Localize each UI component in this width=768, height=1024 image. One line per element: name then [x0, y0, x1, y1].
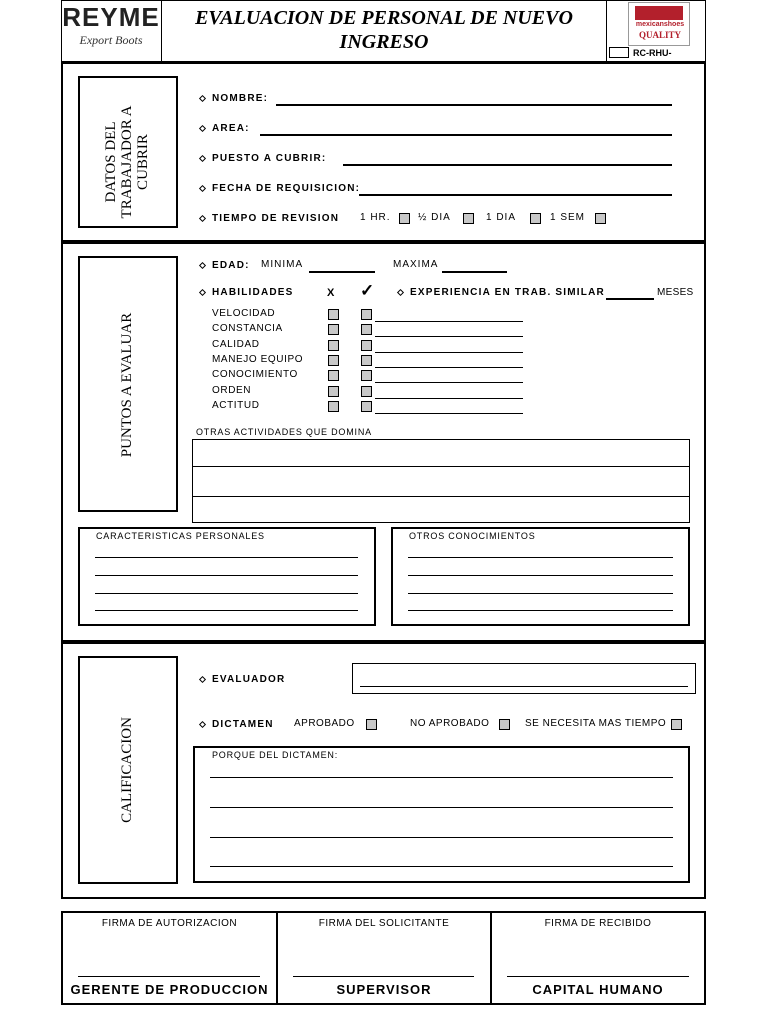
skill-x-checkbox[interactable] — [328, 386, 339, 397]
skill-check-checkbox[interactable] — [361, 309, 372, 320]
signature-line-recibido[interactable] — [507, 976, 689, 977]
skill-notes-line[interactable] — [375, 413, 523, 414]
skill-x-checkbox[interactable] — [328, 340, 339, 351]
skill-label: CONSTANCIA — [212, 323, 283, 335]
dictamen-aprobado-label: APROBADO — [294, 718, 355, 729]
nombre-field[interactable] — [276, 104, 672, 106]
puesto-field[interactable] — [343, 164, 672, 166]
reyme-logo-tagline: Export Boots — [79, 33, 143, 47]
caracteristicas-line-3[interactable] — [95, 593, 358, 594]
experiencia-meses-label: MESES — [657, 287, 694, 298]
skill-check-checkbox[interactable] — [361, 386, 372, 397]
page-title — [162, 6, 606, 54]
edad-minima-label: MINIMA — [261, 259, 304, 270]
otras-actividades-label: OTRAS ACTIVIDADES QUE DOMINA — [196, 427, 372, 437]
experiencia-field[interactable] — [606, 298, 654, 300]
skill-check-checkbox[interactable] — [361, 340, 372, 351]
tiempo-option-1dia: 1 DIA — [486, 212, 517, 223]
reyme-logo — [62, 2, 160, 60]
tiempo-1hr-checkbox[interactable] — [399, 213, 410, 224]
skill-x-checkbox[interactable] — [328, 309, 339, 320]
skill-label: ACTITUD — [212, 399, 260, 411]
skill-x-checkbox[interactable] — [328, 324, 339, 335]
skill-x-checkbox[interactable] — [328, 370, 339, 381]
skill-x-checkbox[interactable] — [328, 355, 339, 366]
skill-notes-line[interactable] — [375, 382, 523, 383]
quality-logo-brand: mexicanshoes — [635, 21, 685, 28]
skill-check-checkbox[interactable] — [361, 324, 372, 335]
caracteristicas-line-4[interactable] — [95, 610, 358, 611]
otras-actividades-box[interactable] — [192, 439, 690, 523]
signature-role-solicitante: SUPERVISOR — [336, 982, 432, 997]
caracteristicas-label: CARACTERISTICAS PERSONALES — [96, 531, 265, 541]
otros-conocimientos-line-1[interactable] — [408, 557, 673, 558]
skill-label: CALIDAD — [212, 338, 260, 350]
skill-label: MANEJO EQUIPO — [212, 353, 304, 365]
caracteristicas-line-2[interactable] — [95, 575, 358, 576]
puntos-side-label: PUNTOS A EVALUAR — [119, 312, 135, 458]
tiempo-option-1sem: 1 SEM — [550, 212, 586, 223]
otras-actividades-line-1[interactable] — [192, 466, 690, 467]
otros-conocimientos-line-3[interactable] — [408, 593, 673, 594]
signature-role-autorizacion: GERENTE DE PRODUCCION — [70, 982, 269, 997]
signature-line-solicitante[interactable] — [293, 976, 474, 977]
doc-code: RC-RHU- — [633, 48, 672, 58]
tiempo-option-medio-dia: ½ DIA — [418, 212, 451, 223]
evaluador-field-box[interactable] — [352, 663, 696, 694]
evaluador-field-line[interactable] — [360, 686, 688, 687]
tiempo-1dia-checkbox[interactable] — [530, 213, 541, 224]
area-field[interactable] — [260, 134, 672, 136]
reyme-logo-text: REYME — [62, 2, 160, 32]
dictamen-no-aprobado-label: NO APROBADO — [410, 718, 490, 729]
quality-logo — [628, 2, 690, 46]
porque-line-1[interactable] — [210, 777, 673, 778]
experiencia-label: EXPERIENCIA EN TRAB. SIMILAR — [410, 287, 605, 298]
otros-conocimientos-line-4[interactable] — [408, 610, 673, 611]
dictamen-mas-tiempo-checkbox[interactable] — [671, 719, 682, 730]
habilidades-col-x: X — [327, 287, 336, 299]
signature-title-recibido: FIRMA DE RECIBIDO — [544, 918, 652, 929]
otros-conocimientos-label: OTROS CONOCIMIENTOS — [409, 531, 536, 541]
edad-label: EDAD: — [212, 260, 250, 271]
skill-notes-line[interactable] — [375, 398, 523, 399]
calificacion-side-label: CALIFICACION — [119, 717, 135, 823]
porque-dictamen-label: PORQUE DEL DICTAMEN: — [212, 750, 339, 760]
skill-x-checkbox[interactable] — [328, 401, 339, 412]
caracteristicas-line-1[interactable] — [95, 557, 358, 558]
porque-line-3[interactable] — [210, 837, 673, 838]
habilidades-label: HABILIDADES — [212, 287, 294, 298]
skill-notes-line[interactable] — [375, 367, 523, 368]
skill-notes-line[interactable] — [375, 352, 523, 353]
tiempo-1sem-checkbox[interactable] — [595, 213, 606, 224]
skill-label: ORDEN — [212, 384, 252, 396]
fecha-label: FECHA DE REQUISICION: — [212, 183, 361, 194]
edad-maxima-label: MAXIMA — [393, 259, 439, 270]
skill-notes-line[interactable] — [375, 336, 523, 337]
page-title-line1: EVALUACION DE PERSONAL DE NUEVO — [195, 7, 573, 29]
caracteristicas-box — [78, 527, 376, 626]
signature-line-autorizacion[interactable] — [78, 976, 260, 977]
signature-title-solicitante: FIRMA DEL SOLICITANTE — [318, 918, 450, 929]
skill-check-checkbox[interactable] — [361, 370, 372, 381]
header-divider-right — [606, 0, 607, 62]
dictamen-mas-tiempo-label: SE NECESITA MAS TIEMPO — [525, 718, 667, 729]
skill-label: CONOCIMIENTO — [212, 369, 298, 381]
puesto-label: PUESTO A CUBRIR: — [212, 153, 327, 164]
skill-check-checkbox[interactable] — [361, 355, 372, 366]
otras-actividades-line-2[interactable] — [192, 496, 690, 497]
tiempo-medio-dia-checkbox[interactable] — [463, 213, 474, 224]
otros-conocimientos-line-2[interactable] — [408, 575, 673, 576]
datos-side-label: DATOS DEL TRABAJADOR A CUBRIR — [103, 105, 151, 219]
quality-logo-text: QUALITY — [638, 30, 681, 40]
edad-minima-field[interactable] — [309, 271, 375, 273]
page-title-line2: INGRESO — [339, 31, 429, 53]
habilidades-col-check: ✓ — [360, 281, 375, 300]
porque-line-2[interactable] — [210, 807, 673, 808]
doc-code-box — [609, 47, 629, 58]
porque-dictamen-box — [193, 746, 690, 883]
signature-role-recibido: CAPITAL HUMANO — [532, 982, 664, 997]
tiempo-label: TIEMPO DE REVISION — [212, 213, 340, 224]
dictamen-aprobado-checkbox[interactable] — [366, 719, 377, 730]
skill-label: VELOCIDAD — [212, 308, 276, 319]
porque-line-4[interactable] — [210, 866, 673, 867]
dictamen-label: DICTAMEN — [212, 719, 274, 730]
edad-maxima-field[interactable] — [442, 271, 507, 273]
quality-logo-icon — [635, 6, 683, 20]
nombre-label: NOMBRE: — [212, 93, 269, 104]
dictamen-no-aprobado-checkbox[interactable] — [499, 719, 510, 730]
area-label: AREA: — [212, 123, 250, 134]
fecha-field[interactable] — [359, 194, 672, 196]
signature-title-autorizacion: FIRMA DE AUTORIZACION — [101, 918, 238, 929]
skill-notes-line[interactable] — [375, 321, 523, 322]
evaluador-label: EVALUADOR — [212, 674, 286, 685]
skill-check-checkbox[interactable] — [361, 401, 372, 412]
otros-conocimientos-box — [391, 527, 690, 626]
tiempo-option-1hr: 1 HR. — [360, 212, 391, 223]
